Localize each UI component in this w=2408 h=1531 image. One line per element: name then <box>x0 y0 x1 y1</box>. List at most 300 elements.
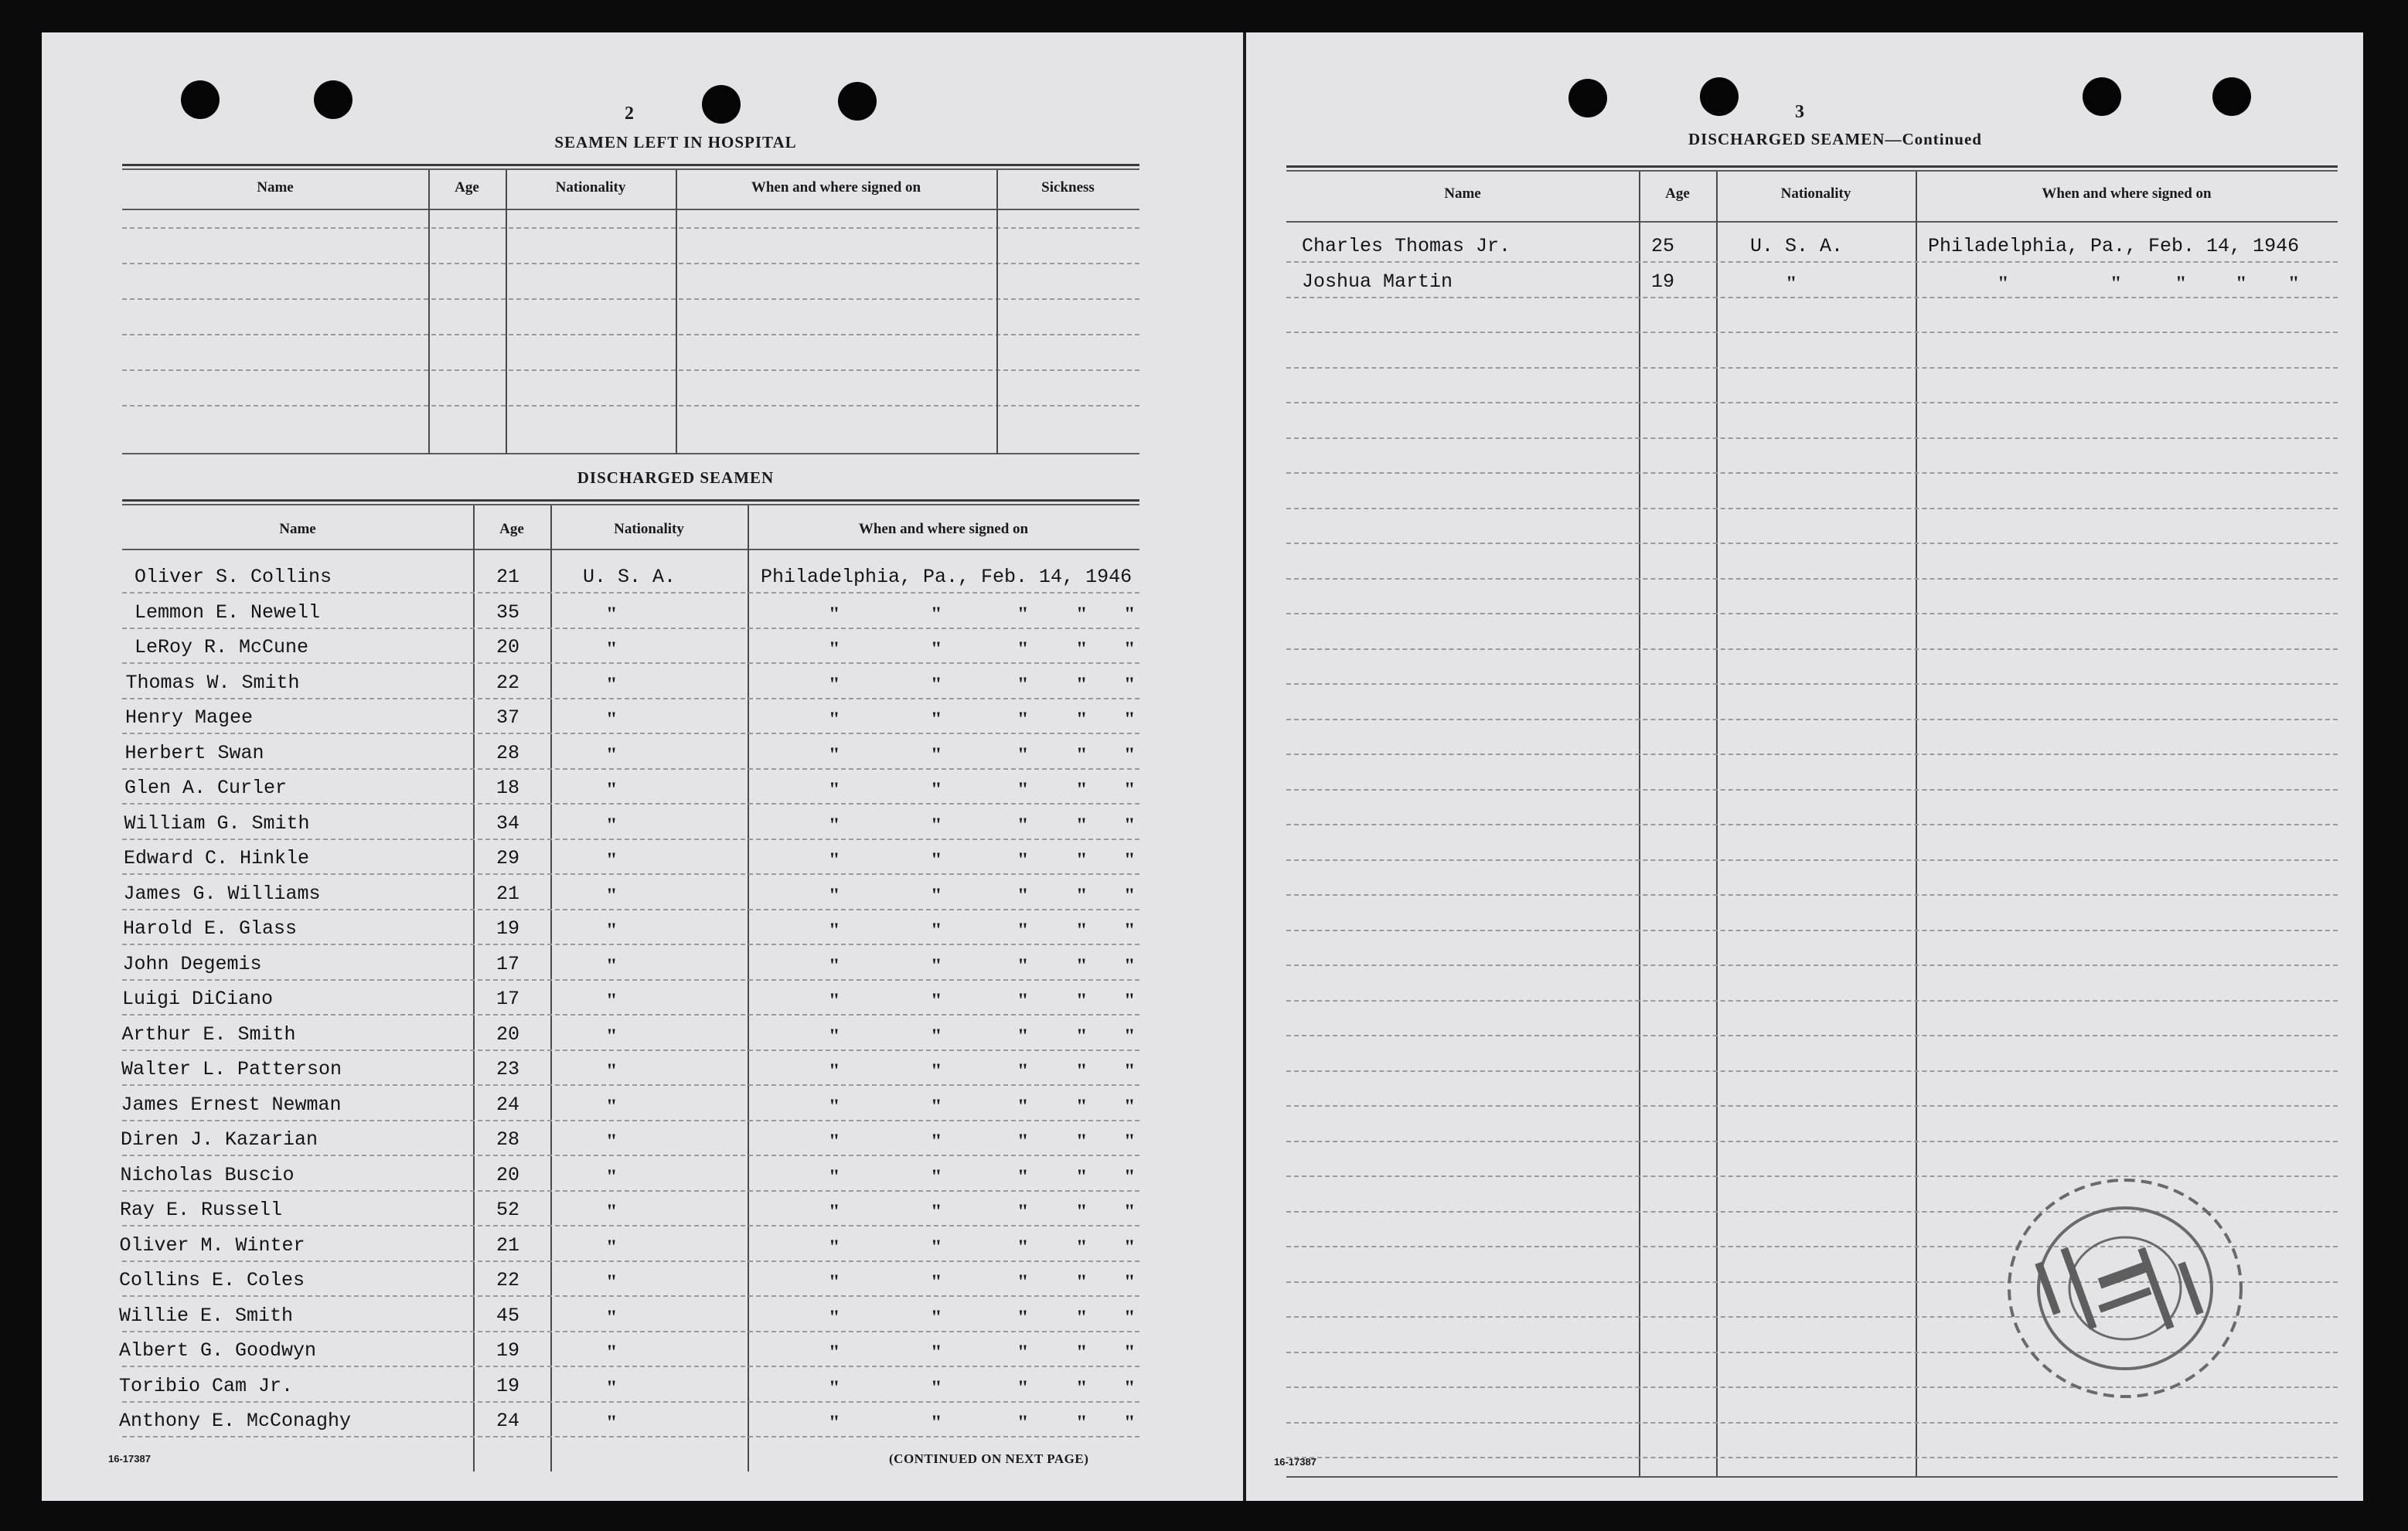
rule-line <box>1286 859 2338 861</box>
ditto-mark: " <box>1076 989 1088 1012</box>
rule-line <box>1286 472 2338 474</box>
ditto-mark: " <box>1124 849 1136 871</box>
ditto-mark: " <box>606 989 618 1012</box>
ditto-mark: " <box>931 638 942 660</box>
rule-line <box>122 298 1139 300</box>
ditto-mark: " <box>1017 778 1029 801</box>
seaman-age: 19 <box>496 917 520 940</box>
rule-line <box>122 839 1139 840</box>
punch-hole <box>2083 77 2121 116</box>
ditto-mark: " <box>2110 271 2122 294</box>
ditto-mark: " <box>1124 954 1136 977</box>
seaman-name: Thomas W. Smith <box>125 671 300 694</box>
column-header: Name <box>1444 185 1481 202</box>
seaman-name: Herbert Swan <box>124 741 264 764</box>
ditto-mark: " <box>829 708 840 730</box>
rule-line <box>122 1190 1139 1192</box>
seaman-age: 18 <box>496 777 520 799</box>
ditto-mark: " <box>1076 1305 1088 1329</box>
rule-line <box>122 944 1139 945</box>
rule-line <box>1286 1141 2338 1142</box>
ditto-mark: " <box>931 1024 942 1047</box>
rule-line <box>1286 221 2338 223</box>
rule-line <box>1286 894 2338 896</box>
ditto-mark: " <box>1076 638 1088 660</box>
seaman-signed-on: Philadelphia, Pa., Feb. 14, 1946 <box>761 566 1132 588</box>
rule-line <box>122 263 1139 264</box>
ditto-mark: " <box>1017 989 1029 1012</box>
page-number: 3 <box>1795 102 1804 122</box>
seaman-age: 19 <box>496 1339 520 1362</box>
ditto-mark: " <box>931 1060 942 1082</box>
ditto-mark: " <box>2288 271 2300 294</box>
ditto-mark: " <box>829 1271 840 1293</box>
punch-hole <box>2212 77 2251 116</box>
ditto-mark: " <box>606 849 618 871</box>
rule-line <box>122 628 1139 629</box>
seaman-name: LeRoy R. McCune <box>135 636 309 658</box>
received-stamp <box>1998 1169 2253 1408</box>
rule-line <box>122 1331 1139 1332</box>
rule-line <box>122 1120 1139 1121</box>
seaman-age: 17 <box>496 988 520 1010</box>
ditto-mark: " <box>1017 1376 1029 1399</box>
ditto-mark: " <box>931 672 942 696</box>
rule-line <box>122 1436 1139 1437</box>
ditto-mark: " <box>606 743 618 766</box>
ditto-mark: " <box>829 883 840 907</box>
rule-line <box>122 803 1139 805</box>
rule-line <box>1286 543 2338 544</box>
ditto-mark: " <box>606 708 618 730</box>
rule-line <box>122 164 1139 166</box>
ditto-mark: " <box>606 638 618 660</box>
ditto-mark: " <box>1124 1165 1136 1188</box>
seaman-age: 20 <box>496 1163 520 1186</box>
document-sheet <box>42 32 2363 1501</box>
ditto-mark: " <box>931 743 942 766</box>
rule-line <box>1286 165 2338 168</box>
ditto-mark: " <box>829 1060 840 1082</box>
rule-line <box>122 1084 1139 1086</box>
ditto-mark: " <box>931 1411 942 1434</box>
rule-line <box>122 453 1139 454</box>
ditto-mark: " <box>1017 1271 1029 1293</box>
column-divider <box>748 505 749 1471</box>
ditto-mark: " <box>606 778 618 801</box>
ditto-mark: " <box>1124 1060 1136 1082</box>
column-header: Sickness <box>1041 179 1095 196</box>
ditto-mark: " <box>1076 1235 1088 1258</box>
column-header: When and where signed on <box>858 521 1029 537</box>
rule-line <box>1286 297 2338 298</box>
rule-line <box>122 979 1139 981</box>
rule-line <box>1286 1035 2338 1036</box>
seaman-name: Luigi DiCiano <box>122 988 274 1010</box>
ditto-mark: " <box>931 1165 942 1188</box>
ditto-mark: " <box>1076 1411 1088 1434</box>
ditto-mark: " <box>1076 1341 1088 1363</box>
ditto-mark: " <box>1124 989 1136 1012</box>
ditto-mark: " <box>606 1411 618 1434</box>
ditto-mark: " <box>1017 708 1029 730</box>
seaman-name: Oliver S. Collins <box>135 566 332 588</box>
ditto-mark: " <box>1124 708 1136 730</box>
seaman-age: 22 <box>496 671 520 694</box>
seaman-name: Albert G. Goodwyn <box>119 1339 317 1362</box>
seaman-age: 25 <box>1651 235 1675 257</box>
ditto-mark: " <box>931 1130 942 1152</box>
ditto-mark: " <box>1124 1200 1136 1223</box>
rule-line <box>1286 1070 2338 1072</box>
column-header: Age <box>499 521 524 537</box>
seaman-age: 20 <box>496 1022 520 1046</box>
rule-line <box>1286 754 2338 755</box>
seaman-age: 37 <box>496 706 520 729</box>
rule-line <box>122 873 1139 875</box>
seaman-name: Joshua Martin <box>1302 270 1453 293</box>
ditto-mark: " <box>1124 638 1136 660</box>
ditto-mark: " <box>1017 1130 1029 1152</box>
ditto-mark: " <box>606 1305 618 1329</box>
ditto-mark: " <box>1076 1130 1088 1152</box>
seaman-age: 21 <box>496 1233 520 1257</box>
rule-line <box>1286 437 2338 439</box>
punch-hole <box>314 80 353 119</box>
seaman-age: 29 <box>496 847 520 869</box>
column-divider <box>506 170 507 454</box>
seaman-age: 19 <box>496 1374 520 1397</box>
ditto-mark: " <box>1017 954 1029 977</box>
ditto-mark: " <box>829 1376 840 1399</box>
rule-line <box>1286 719 2338 720</box>
ditto-mark: " <box>1017 813 1029 836</box>
punch-hole <box>838 82 877 121</box>
seaman-name: Charles Thomas Jr. <box>1302 235 1511 257</box>
ditto-mark: " <box>1076 672 1088 696</box>
punch-hole <box>1568 79 1607 117</box>
rule-line <box>122 1261 1139 1262</box>
ditto-mark: " <box>931 813 942 836</box>
rule-line <box>1286 1000 2338 1002</box>
ditto-mark: " <box>1017 1094 1029 1118</box>
ditto-mark: " <box>829 602 840 625</box>
seaman-name: Walter L. Patterson <box>121 1058 342 1080</box>
ditto-mark: " <box>829 1130 840 1152</box>
ditto-mark: " <box>1017 919 1029 941</box>
ditto-mark: " <box>606 919 618 941</box>
ditto-mark: " <box>606 813 618 836</box>
rule-line <box>122 405 1139 407</box>
seaman-name: Toribio Cam Jr. <box>119 1374 294 1397</box>
ditto-mark: " <box>829 1411 840 1434</box>
column-divider <box>550 505 552 1471</box>
column-divider <box>996 170 998 454</box>
seaman-name: Nicholas Buscio <box>120 1163 295 1186</box>
ditto-mark: " <box>1076 1165 1088 1188</box>
seaman-name: Anthony E. McConaghy <box>119 1410 352 1432</box>
ditto-mark: " <box>1076 1094 1088 1118</box>
column-header: Nationality <box>1780 185 1851 202</box>
column-header: When and where signed on <box>2042 185 2212 202</box>
ditto-mark: " <box>829 638 840 660</box>
ditto-mark: " <box>1076 708 1088 730</box>
ditto-mark: " <box>931 708 942 730</box>
rule-line <box>1286 930 2338 931</box>
seaman-signed-on: Philadelphia, Pa., Feb. 14, 1946 <box>1928 235 2300 257</box>
ditto-mark: " <box>606 1271 618 1293</box>
rule-line <box>122 662 1139 664</box>
ditto-mark: " <box>931 1200 942 1223</box>
ditto-mark: " <box>1124 1235 1136 1258</box>
ditto-mark: " <box>1017 1305 1029 1329</box>
ditto-mark: " <box>606 1200 618 1223</box>
ditto-mark: " <box>606 672 618 696</box>
ditto-mark: " <box>606 1024 618 1047</box>
rule-line <box>122 909 1139 910</box>
column-divider <box>428 170 430 454</box>
ditto-mark: " <box>1017 743 1029 766</box>
rule-line <box>1286 824 2338 825</box>
ditto-mark: " <box>1076 743 1088 766</box>
ditto-mark: " <box>931 1094 942 1118</box>
ditto-mark: " <box>1076 813 1088 836</box>
seaman-age: 28 <box>496 1128 520 1151</box>
rule-line <box>122 733 1139 734</box>
ditto-mark: " <box>931 954 942 977</box>
rule-line <box>122 504 1139 505</box>
ditto-mark: " <box>1017 1341 1029 1363</box>
ditto-mark: " <box>606 602 618 625</box>
ditto-mark: " <box>829 989 840 1012</box>
ditto-mark: " <box>1124 813 1136 836</box>
ditto-mark: " <box>1076 778 1088 801</box>
seaman-age: 17 <box>496 952 520 975</box>
rule-line <box>1286 261 2338 263</box>
rule-line <box>122 1014 1139 1016</box>
ditto-mark: " <box>1124 602 1136 625</box>
seaman-age: 21 <box>496 566 520 588</box>
ditto-mark: " <box>829 672 840 696</box>
ditto-mark: " <box>1124 1130 1136 1152</box>
ditto-mark: " <box>606 1165 618 1188</box>
ditto-mark: " <box>1998 271 2009 294</box>
punch-hole <box>702 85 741 124</box>
ditto-mark: " <box>931 1341 942 1363</box>
ditto-mark: " <box>1076 1024 1088 1047</box>
rule-line <box>1286 332 2338 333</box>
ditto-mark: " <box>606 883 618 907</box>
rule-line <box>1286 965 2338 966</box>
ditto-mark: " <box>1017 849 1029 871</box>
ditto-mark: " <box>1017 1024 1029 1047</box>
seaman-name: Edward C. Hinkle <box>124 847 310 869</box>
seaman-age: 52 <box>496 1199 520 1221</box>
ditto-mark: " <box>1017 883 1029 907</box>
ditto-mark: " <box>1124 1094 1136 1118</box>
column-header: Age <box>455 179 479 196</box>
rule-line <box>1286 613 2338 614</box>
ditto-mark: " <box>606 1376 618 1399</box>
column-header: Nationality <box>555 179 626 196</box>
seaman-name: James Ernest Newman <box>121 1093 342 1116</box>
ditto-mark: " <box>1076 602 1088 625</box>
ditto-mark: " <box>1076 1271 1088 1293</box>
seaman-name: James G. Williams <box>123 882 321 905</box>
ditto-mark: " <box>1076 883 1088 907</box>
ditto-mark: " <box>829 778 840 801</box>
ditto-mark: " <box>931 602 942 625</box>
seaman-age: 45 <box>496 1304 520 1327</box>
ditto-mark: " <box>1017 602 1029 625</box>
seaman-age: 21 <box>496 882 520 905</box>
seaman-name: Oliver M. Winter <box>119 1233 305 1257</box>
seaman-age: 24 <box>496 1093 520 1116</box>
seaman-age: 22 <box>496 1269 520 1291</box>
rule-line <box>122 227 1139 229</box>
ditto-mark: " <box>829 743 840 766</box>
rule-line <box>1286 1105 2338 1107</box>
ditto-mark: " <box>1017 1165 1029 1188</box>
page-fold <box>1243 32 1246 1501</box>
ditto-mark: " <box>931 778 942 801</box>
punch-hole <box>181 80 220 119</box>
seaman-name: Ray E. Russell <box>120 1199 283 1221</box>
ditto-mark: " <box>829 849 840 871</box>
rule-line <box>1286 508 2338 509</box>
rule-line <box>1286 1422 2338 1424</box>
punch-hole <box>1700 77 1739 116</box>
ditto-mark: " <box>1017 672 1029 696</box>
ditto-mark: " <box>1786 271 1797 294</box>
ditto-mark: " <box>1017 638 1029 660</box>
ditto-mark: " <box>829 1341 840 1363</box>
ditto-mark: " <box>2175 271 2187 294</box>
seaman-nationality: U. S. A. <box>583 566 676 588</box>
seaman-name: Harold E. Glass <box>123 917 298 940</box>
ditto-mark: " <box>606 1130 618 1152</box>
ditto-mark: " <box>829 1235 840 1258</box>
rule-line <box>122 369 1139 371</box>
page-number: 2 <box>625 104 634 124</box>
rule-line <box>122 1050 1139 1051</box>
rule-line <box>122 592 1139 594</box>
ditto-mark: " <box>829 813 840 836</box>
ditto-mark: " <box>829 1305 840 1329</box>
ditto-mark: " <box>1124 1271 1136 1293</box>
ditto-mark: " <box>1124 1376 1136 1399</box>
ditto-mark: " <box>931 1235 942 1258</box>
ditto-mark: " <box>606 1341 618 1363</box>
rule-line <box>1286 789 2338 791</box>
ditto-mark: " <box>606 1060 618 1082</box>
rule-line <box>122 1295 1139 1297</box>
seaman-name: Arthur E. Smith <box>121 1022 296 1046</box>
ditto-mark: " <box>1076 849 1088 871</box>
ditto-mark: " <box>1124 1024 1136 1047</box>
rule-line <box>122 1366 1139 1367</box>
ditto-mark: " <box>829 1024 840 1047</box>
seaman-age: 35 <box>496 600 520 624</box>
ditto-mark: " <box>1076 919 1088 941</box>
ditto-mark: " <box>931 989 942 1012</box>
seaman-name: John Degemis <box>122 952 262 975</box>
seaman-age: 34 <box>496 811 520 835</box>
rule-line <box>1286 578 2338 580</box>
seaman-age: 20 <box>496 636 520 658</box>
seaman-age: 24 <box>496 1410 520 1432</box>
rule-line <box>1286 170 2338 172</box>
continued-section-title: DISCHARGED SEAMEN—Continued <box>1688 130 1982 148</box>
column-divider <box>676 170 677 454</box>
rule-line <box>122 209 1139 210</box>
column-header: Age <box>1665 185 1690 202</box>
ditto-mark: " <box>1017 1060 1029 1082</box>
rule-line <box>122 1225 1139 1227</box>
rule-line <box>1286 683 2338 685</box>
ditto-mark: " <box>931 1271 942 1293</box>
column-header: Nationality <box>614 521 684 537</box>
ditto-mark: " <box>829 919 840 941</box>
discharged-section-title: DISCHARGED SEAMEN <box>577 468 775 487</box>
seaman-name: Glen A. Curler <box>124 777 288 799</box>
ditto-mark: " <box>1124 883 1136 907</box>
ditto-mark: " <box>1017 1235 1029 1258</box>
ditto-mark: " <box>1124 1341 1136 1363</box>
rule-line <box>1286 648 2338 650</box>
rule-line <box>122 334 1139 335</box>
ditto-mark: " <box>931 1305 942 1329</box>
rule-line <box>122 549 1139 550</box>
seaman-name: Henry Magee <box>125 706 254 729</box>
ditto-mark: " <box>931 1376 942 1399</box>
ditto-mark: " <box>1017 1200 1029 1223</box>
rule-line <box>122 499 1139 502</box>
ditto-mark: " <box>606 954 618 977</box>
rule-line <box>122 698 1139 699</box>
column-header: Name <box>257 179 294 196</box>
seaman-age: 19 <box>1651 270 1675 293</box>
ditto-mark: " <box>931 883 942 907</box>
ditto-mark: " <box>829 1200 840 1223</box>
ditto-mark: " <box>829 1165 840 1188</box>
rule-line <box>122 168 1139 170</box>
ditto-mark: " <box>1076 954 1088 977</box>
seaman-age: 28 <box>496 741 520 764</box>
hospital-section-title: SEAMEN LEFT IN HOSPITAL <box>554 133 797 151</box>
rule-line <box>1286 367 2338 369</box>
column-header: Name <box>279 521 316 537</box>
ditto-mark: " <box>1124 778 1136 801</box>
column-divider <box>473 505 475 1471</box>
seaman-nationality: U. S. A. <box>1750 235 1844 257</box>
ditto-mark: " <box>1017 1411 1029 1434</box>
seaman-name: Willie E. Smith <box>119 1304 294 1327</box>
seaman-age: 23 <box>496 1058 520 1080</box>
rule-line <box>1286 1476 2338 1478</box>
ditto-mark: " <box>1076 1060 1088 1082</box>
ditto-mark: " <box>1124 1411 1136 1434</box>
ditto-mark: " <box>1076 1200 1088 1223</box>
form-number: 16-17387 <box>1274 1456 1316 1468</box>
ditto-mark: " <box>931 919 942 941</box>
seaman-name: Collins E. Coles <box>119 1269 305 1291</box>
ditto-mark: " <box>1076 1376 1088 1399</box>
rule-line <box>1286 402 2338 403</box>
continued-note: (CONTINUED ON NEXT PAGE) <box>889 1451 1089 1466</box>
ditto-mark: " <box>829 954 840 977</box>
ditto-mark: " <box>1124 1305 1136 1329</box>
